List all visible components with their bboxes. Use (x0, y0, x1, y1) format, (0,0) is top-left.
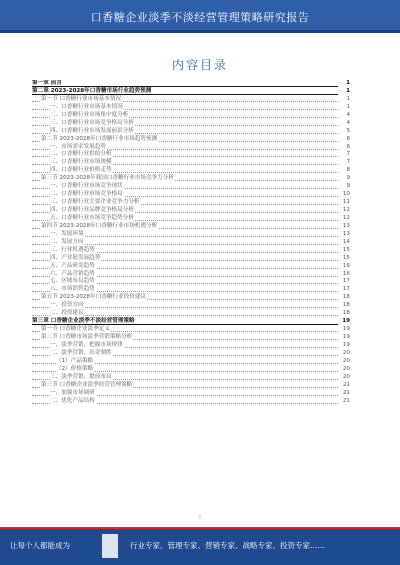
toc-entry-page: 20 (339, 358, 350, 366)
toc-entry-title: 二、口香糖行业供给分析 (50, 151, 112, 158)
toc-entry-title: 一、市场需求发展趋势 (50, 143, 106, 150)
toc-entry[interactable] (32, 398, 350, 406)
toc-entry-page: 19 (339, 318, 350, 326)
toc-entry-page: 17 (339, 278, 350, 286)
toc-entry-title: 第二节 口香糖市场淡季营销策略分析 (41, 334, 133, 340)
page-number: I (199, 515, 201, 521)
toc-entry-page: 21 (339, 390, 350, 398)
toc-entry-title: 一、口香糖行业市场基本情况 (50, 103, 123, 110)
toc-entry-title: 六、产品营销趋势 (50, 270, 95, 277)
page-header (0, 0, 400, 33)
toc-entry[interactable] (32, 128, 350, 136)
toc-entry-page: 9 (339, 175, 350, 183)
toc-entry-title: 三、口香糖行业市场竞争格局分析 (50, 119, 134, 126)
toc-entry[interactable] (32, 374, 350, 382)
toc-entry[interactable] (32, 358, 350, 366)
toc-entry-page: 8 (339, 167, 350, 175)
table-of-contents (32, 80, 350, 510)
toc-entry[interactable] (32, 207, 350, 215)
toc-entry-title: 三、淡季营销，提前布局 (50, 373, 112, 380)
toc-entry[interactable] (32, 96, 350, 104)
toc-entry-title: 二、口香糖行业市场集中度分析 (50, 111, 129, 118)
toc-entry-page: 18 (339, 302, 350, 310)
toc-entry-title: 第一节 口香糖行业市场基本情况 (41, 95, 122, 102)
toc-entry-title: 二、优化产品结构 (50, 397, 95, 404)
footer-accent-line (0, 527, 400, 529)
toc-entry[interactable] (32, 255, 350, 263)
toc-entry-title: 一、加强市场调研 (50, 389, 95, 396)
toc-entry-page: 4 (339, 112, 350, 120)
toc-entry[interactable] (32, 136, 350, 144)
footer-slogan: 让每个人都能成为 (10, 541, 70, 550)
toc-entry-page: 20 (339, 374, 350, 382)
footer-divider-block (102, 534, 118, 558)
toc-entry-title: 五、口香糖行业市场竞争趋势分析 (50, 214, 134, 221)
toc-entry-page: 14 (339, 239, 350, 247)
toc-entry[interactable] (32, 350, 350, 358)
toc-entry-title: 一、发展环境 (50, 230, 84, 237)
toc-entry-page: 16 (339, 271, 350, 279)
page-footer (0, 527, 400, 565)
toc-leader-dots (32, 86, 338, 87)
report-title: 口香糖企业淡季不淡经营管理策略研究报告 (90, 11, 310, 24)
toc-entry[interactable] (32, 302, 350, 310)
toc-entry-page: 17 (339, 286, 350, 294)
toc-entry-page: 6 (339, 144, 350, 152)
toc-entry-title: 二、淡季营销，出奇制胜 (50, 349, 112, 356)
toc-entry[interactable] (32, 239, 350, 247)
toc-entry[interactable] (32, 199, 350, 207)
toc-entry-page: 6 (339, 136, 350, 144)
toc-entry-page: 19 (339, 334, 350, 342)
toc-entry-page: 7 (339, 159, 350, 167)
toc-entry-page: 12 (339, 215, 350, 223)
toc-entry-page: 18 (339, 310, 350, 318)
toc-entry-page: 18 (339, 294, 350, 302)
toc-entry-title: 四、口香糖行业市场发展前景分析 (50, 127, 134, 134)
toc-entry-page: 11 (339, 199, 350, 207)
toc-entry-title: 一、投资方向 (50, 302, 84, 309)
toc-entry-page: 19 (339, 326, 350, 334)
toc-entry-title: 第一节 口香糖企业淡季定义 (41, 326, 110, 333)
toc-entry[interactable] (32, 191, 350, 199)
toc-entry-page: 9 (339, 183, 350, 191)
toc-entry[interactable] (32, 366, 350, 374)
toc-entry-title: （1）产品策略 (56, 357, 94, 364)
toc-entry-title: 第三章 口香糖企业淡季不淡经营管理策略 (32, 318, 135, 325)
toc-entry-title: 第四节 2023-2028年口香糖行业市场机遇分析 (41, 222, 158, 229)
toc-entry-page: 10 (339, 191, 350, 199)
toc-entry[interactable] (32, 318, 350, 326)
toc-entry-title: 四、产业链发展趋势 (50, 254, 101, 261)
toc-entry[interactable] (32, 247, 350, 255)
toc-entry-page: 12 (339, 207, 350, 215)
toc-entry-page: 15 (339, 255, 350, 263)
toc-entry-title: 五、产品研发趋势 (50, 262, 95, 269)
toc-entry-page: 1 (339, 104, 350, 112)
toc-entry[interactable] (32, 215, 350, 223)
toc-entry[interactable] (32, 231, 350, 239)
toc-entry-title: 二、投资建议 (50, 310, 84, 317)
toc-entry-page: 16 (339, 263, 350, 271)
toc-entry[interactable] (32, 223, 350, 231)
toc-entry-title: 第五节 2023-2028年口香糖行业投资建议 (41, 294, 146, 301)
toc-entry-title: 第三节 口香糖企业淡季经营管理策略 (41, 381, 133, 388)
toc-entry-page: 20 (339, 366, 350, 374)
toc-entry-page: 1 (339, 80, 350, 88)
toc-entry[interactable] (32, 263, 350, 271)
toc-entry-page: 5 (339, 128, 350, 136)
toc-entry-page: 1 (339, 96, 350, 104)
toc-entry[interactable] (32, 88, 350, 96)
toc-entry-title: 一、口香糖行业市场竞争现状 (50, 183, 123, 190)
toc-entry-page: 4 (339, 120, 350, 128)
toc-entry-title: 一、淡季营销，把握市场规律 (50, 341, 123, 348)
toc-entry-title: 第二章 2023-2028年口香糖市场行业趋势预测 (32, 87, 152, 94)
toc-leader-dots (32, 324, 338, 325)
toc-entry-title: 八、市场销售趋势 (50, 286, 95, 293)
toc-entry-page: 21 (339, 398, 350, 406)
toc-entry[interactable] (32, 80, 350, 88)
toc-entry-title: 二、发展方向 (50, 238, 84, 245)
toc-entry-page: 19 (339, 342, 350, 350)
toc-entry-title: 二、口香糖行业市场竞争格局 (50, 191, 123, 198)
toc-leader-dots (32, 94, 338, 95)
toc-entry-title: 第一章 前言 (32, 80, 62, 86)
toc-entry[interactable] (32, 334, 350, 342)
toc-entry-page: 1 (339, 88, 350, 96)
toc-entry[interactable] (32, 104, 350, 112)
toc-entry[interactable] (32, 326, 350, 334)
toc-entry-title: 四、口香糖行业价格走势 (50, 167, 112, 174)
toc-entry[interactable] (32, 120, 350, 128)
toc-entry-page: 13 (339, 223, 350, 231)
toc-entry-title: 七、区域布局趋势 (50, 278, 95, 285)
toc-entry-title: 三、口香糖行业市场规模 (50, 159, 112, 166)
toc-entry-page: 21 (339, 382, 350, 390)
toc-entry-title: 四、口香糖行业品牌竞争格局分析 (50, 207, 134, 213)
toc-entry-title: 三、行业机遇趋势 (50, 246, 95, 253)
toc-entry[interactable] (32, 390, 350, 398)
toc-entry[interactable] (32, 382, 350, 390)
toc-entry-title: 第二节 2023-2028年口香糖行业市场趋势预测 (41, 135, 158, 142)
toc-entry[interactable] (32, 112, 350, 120)
toc-entry[interactable] (32, 175, 350, 183)
toc-entry-page: 7 (339, 151, 350, 159)
toc-entry-title: （2）价格策略 (56, 365, 94, 372)
toc-entry[interactable] (32, 310, 350, 318)
toc-entry-page: 15 (339, 247, 350, 255)
toc-entry-title: 三、口香糖行业主要企业竞争力分析 (50, 199, 140, 206)
header-stripe (0, 30, 400, 33)
toc-entry[interactable] (32, 342, 350, 350)
toc-heading: 内容目录 (171, 58, 228, 72)
toc-entry-page: 13 (339, 231, 350, 239)
toc-entry[interactable] (32, 183, 350, 191)
toc-entry-title: 第三节 2023-2028年我国口香糖行业市场竞争力分析 (41, 175, 174, 182)
toc-entry-page: 20 (339, 350, 350, 358)
footer-tagline: 行业专家、管理专家、营销专家、战略专家、投资专家…… (130, 541, 325, 550)
